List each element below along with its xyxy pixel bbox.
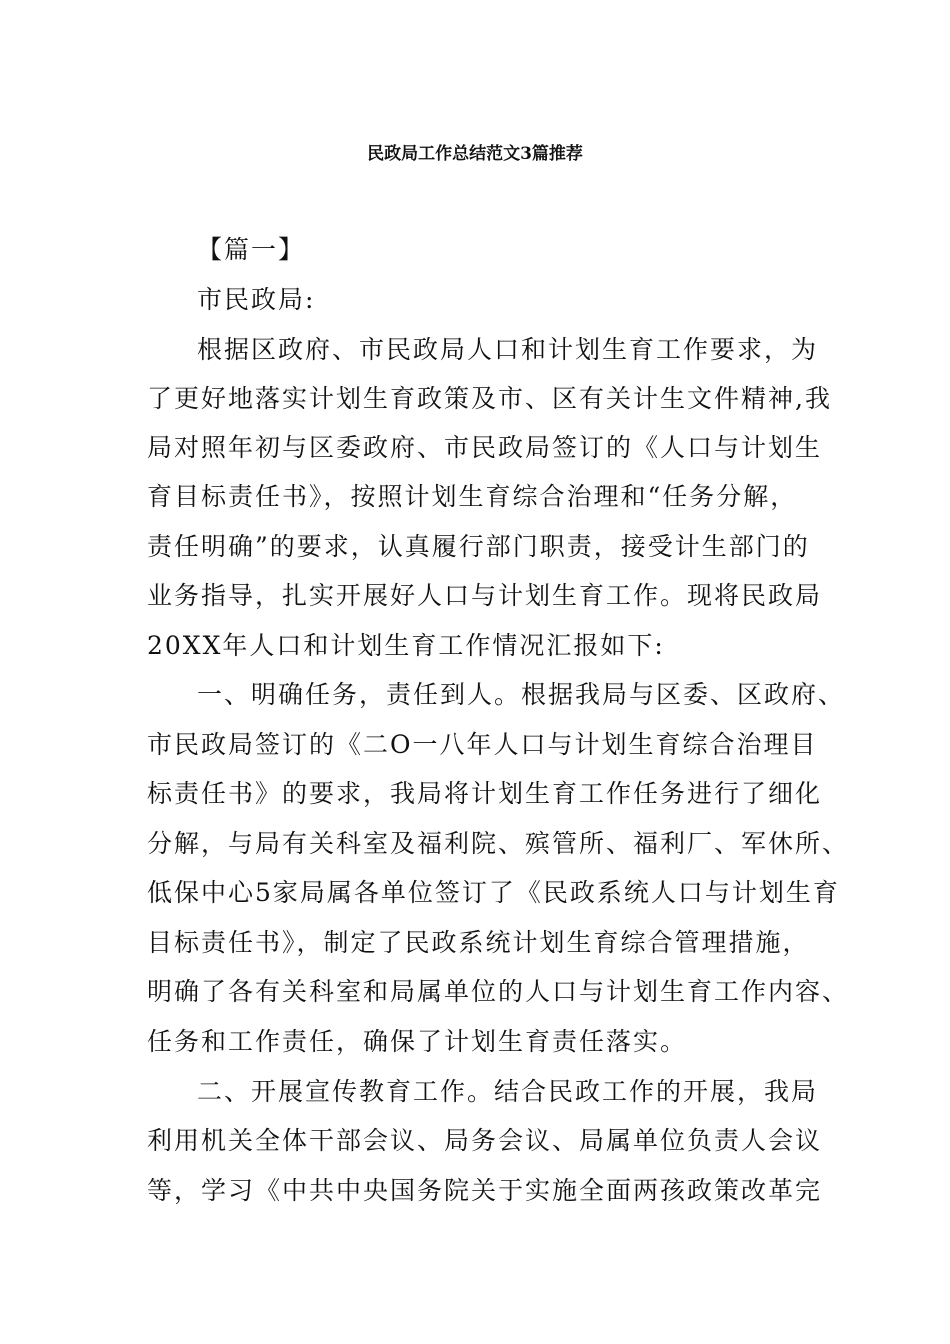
body-line: 任务和工作责任，确保了计划生育责任落实。 bbox=[147, 1027, 688, 1056]
body-line: 市民政局签订的《二O一八年人口与计划生育综合治理目 bbox=[147, 730, 818, 759]
body-line: 低保中心5家局属各单位签订了《民政系统人口与计划生育 bbox=[147, 878, 840, 907]
body-line: 20XX年人口和计划生育工作情况汇报如下: bbox=[147, 631, 665, 660]
salutation: 市民政局: bbox=[197, 285, 316, 314]
body-line: 二、开展宣传教育工作。结合民政工作的开展，我局 bbox=[197, 1077, 819, 1106]
body-line: 业务指导，扎实开展好人口与计划生育工作。现将民政局 bbox=[147, 581, 823, 610]
body-line: 分解，与局有关科室及福利院、殡管所、福利厂、军休所、 bbox=[147, 829, 850, 858]
body-line: 一、明确任务，责任到人。根据我局与区委、区政府、 bbox=[197, 680, 846, 709]
body-line: 局对照年初与区委政府、市民政局签订的《人口与计划生 bbox=[147, 433, 823, 462]
body-line: 利用机关全体干部会议、局务会议、局属单位负责人会议 bbox=[147, 1126, 823, 1155]
body-line: 目标责任书》，制定了民政系统计划生育综合管理措施， bbox=[147, 928, 810, 957]
body-line: 了更好地落实计划生育政策及市、区有关计生文件精神,我 bbox=[147, 384, 832, 413]
body-line: 责任明确”的要求，认真履行部门职责，接受计生部门的 bbox=[147, 532, 810, 561]
section-label: 【篇一】 bbox=[197, 235, 306, 264]
body-line: 育目标责任书》，按照计划生育综合治理和“任务分解， bbox=[147, 482, 798, 511]
body-line: 明确了各有关科室和局属单位的人口与计划生育工作内容、 bbox=[147, 977, 850, 1006]
body-line: 根据区政府、市民政局人口和计划生育工作要求，为 bbox=[197, 335, 819, 364]
body-line: 等，学习《中共中央国务院关于实施全面两孩政策改革完 bbox=[147, 1176, 823, 1205]
body-line: 标责任书》的要求，我局将计划生育工作任务进行了细化 bbox=[147, 779, 823, 808]
document-title: 民政局工作总结范文3篇推荐 bbox=[367, 144, 583, 164]
